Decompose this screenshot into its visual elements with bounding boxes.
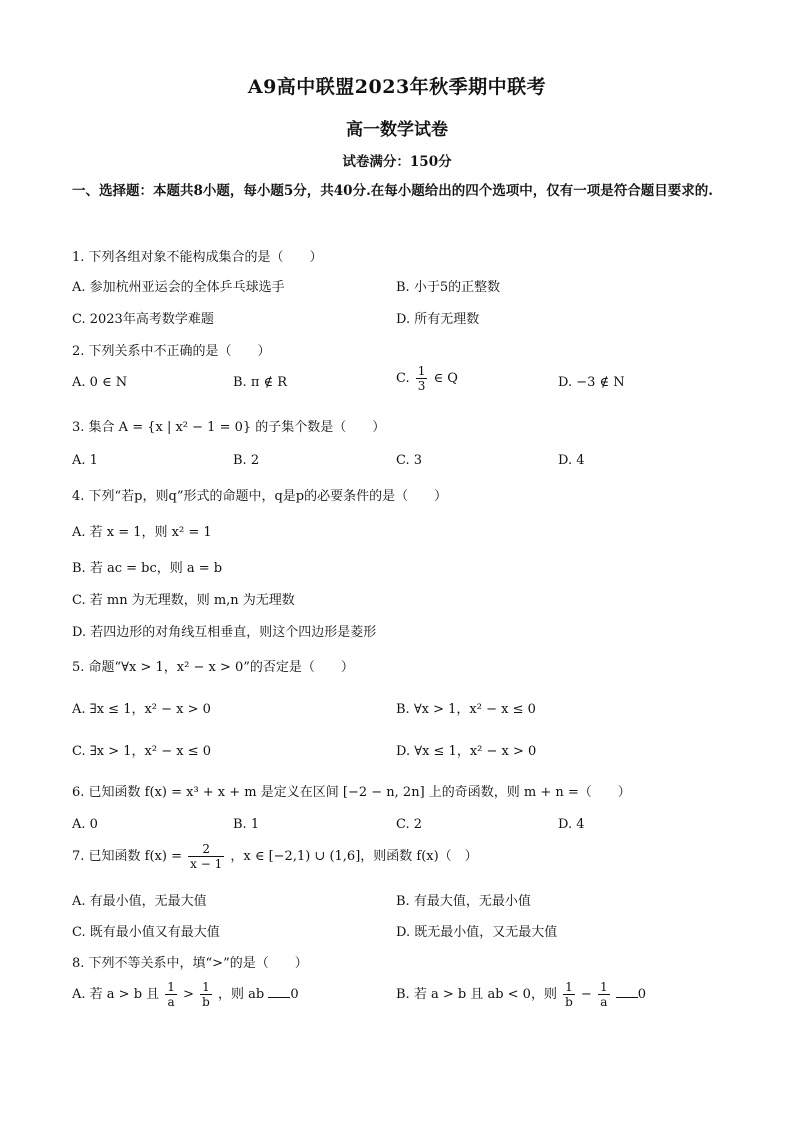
exam-title: A9高中联盟2023年秋季期中联考 <box>247 76 547 98</box>
fraction-2-over-x-minus-1 <box>188 842 224 871</box>
fraction-numerator: 1 <box>563 980 575 995</box>
question-5-option-a: A. ∃x ≤ 1，x² − x > 0 <box>72 702 211 717</box>
fraction-denominator: 3 <box>417 379 426 393</box>
question-4-option-a: A. 若 x = 1，则 x² = 1 <box>72 525 212 540</box>
fraction-numerator: 1 <box>167 980 175 994</box>
option-c-relation: ∈ Q <box>433 371 458 386</box>
exam-subtitle: 高一数学试卷 <box>346 120 448 140</box>
question-2-option-b: B. π ∉ R <box>233 375 288 390</box>
question-7-stem <box>72 842 478 871</box>
question-7-option-b: B. 有最大值，无最小值 <box>396 894 531 909</box>
question-6-option-c: C. 2 <box>396 817 423 832</box>
fraction-numerator: 2 <box>188 842 224 857</box>
fraction-1-over-a <box>598 980 610 1009</box>
option-b-zero: 0 <box>637 987 647 1002</box>
fraction-denominator: b <box>202 995 210 1009</box>
full-score: 试卷满分：150分 <box>342 154 452 170</box>
question-4-option-b: B. 若 ac = bc，则 a = b <box>72 561 223 576</box>
question-7-option-c: C. 既有最小值又有最大值 <box>72 925 220 940</box>
question-1-option-c: C. 2023年高考数学难题 <box>72 312 214 327</box>
fraction-1-over-b <box>200 980 212 1009</box>
question-4-option-c: C. 若 mn 为无理数，则 m,n 为无理数 <box>72 593 295 608</box>
question-2-option-c <box>396 364 458 393</box>
question-5-option-c: C. ∃x > 1，x² − x ≤ 0 <box>72 744 212 759</box>
question-4-option-d: D. 若四边形的对角线互相垂直，则这个四边形是菱形 <box>72 625 377 640</box>
question-1-option-b: B. 小于5的正整数 <box>396 280 501 295</box>
question-4-stem: 4. 下列“若p，则q”形式的命题中，q是p的必要条件的是（ ） <box>72 489 448 504</box>
option-b-condition: B. 若 a > b 且 ab < 0，则 <box>396 987 557 1002</box>
minus-sign: − <box>580 987 592 1002</box>
option-a-then: ，则 ab <box>217 987 265 1002</box>
option-c-label: C. <box>396 371 414 386</box>
fraction-1-over-a <box>165 980 177 1009</box>
fraction-1-over-b <box>563 980 575 1009</box>
question-3-option-a: A. 1 <box>72 453 98 468</box>
fraction-denominator: b <box>565 995 573 1009</box>
question-1-option-d: D. 所有无理数 <box>396 312 480 327</box>
question-5-option-b: B. ∀x > 1，x² − x ≤ 0 <box>396 702 536 717</box>
fraction-numerator: 1 <box>417 364 426 378</box>
question-6-option-d: D. 4 <box>558 817 585 832</box>
answer-blank <box>616 985 638 998</box>
option-a-zero: 0 <box>290 987 299 1002</box>
question-2-option-a: A. 0 ∈ N <box>72 375 128 390</box>
question-6-option-a: A. 0 <box>72 817 98 832</box>
question-3-option-c: C. 3 <box>396 453 423 468</box>
question-6-option-b: B. 1 <box>233 817 260 832</box>
question-8-option-b <box>396 980 646 1009</box>
question-5-stem: 5. 命题“∀x > 1，x² − x > 0”的否定是（ ） <box>72 660 354 675</box>
option-a-condition: A. 若 a > b 且 <box>72 987 160 1002</box>
question-7-stem-end: ，x ∈ [−2,1) ∪ (1,6]，则函数 f(x)（ ） <box>230 849 478 864</box>
question-5-option-d: D. ∀x ≤ 1，x² − x > 0 <box>396 744 537 759</box>
section-heading: 一、选择题：本题共8小题，每小题5分，共40分.在每小题给出的四个选项中，仅有一项是符合题目要求的. <box>72 183 713 199</box>
question-6-stem: 6. 已知函数 f(x) = x³ + x + m 是定义在区间 [−2 − n, 2n] 上的奇函数，则 m + n =（ ） <box>72 785 631 800</box>
question-7-stem-start: 7. 已知函数 f(x) = <box>72 849 182 864</box>
greater-than-sign: > <box>183 987 194 1002</box>
answer-blank <box>268 985 290 998</box>
question-3-option-d: D. 4 <box>558 453 585 468</box>
fraction-numerator: 1 <box>200 980 212 995</box>
fraction-denominator: x − 1 <box>190 857 223 871</box>
fraction-one-third <box>416 364 428 393</box>
fraction-numerator: 1 <box>599 980 608 994</box>
question-8-option-a <box>72 980 299 1009</box>
fraction-denominator: a <box>167 995 175 1009</box>
question-8-stem: 8. 下列不等关系中，填“>”的是（ ） <box>72 956 308 971</box>
question-3-option-b: B. 2 <box>233 453 260 468</box>
question-3-stem: 3. 集合 A = {x | x² − 1 = 0} 的子集个数是（ ） <box>72 420 386 435</box>
fraction-denominator: a <box>600 995 608 1009</box>
question-1-stem: 1. 下列各组对象不能构成集合的是（ ） <box>72 250 323 265</box>
question-1-option-a: A. 参加杭州亚运会的全体乒乓球选手 <box>72 280 285 295</box>
question-7-option-a: A. 有最小值，无最大值 <box>72 894 207 909</box>
question-2-option-d: D. −3 ∉ N <box>558 375 625 390</box>
question-7-option-d: D. 既无最小值，又无最大值 <box>396 925 558 940</box>
question-2-stem: 2. 下列关系中不正确的是（ ） <box>72 344 271 359</box>
